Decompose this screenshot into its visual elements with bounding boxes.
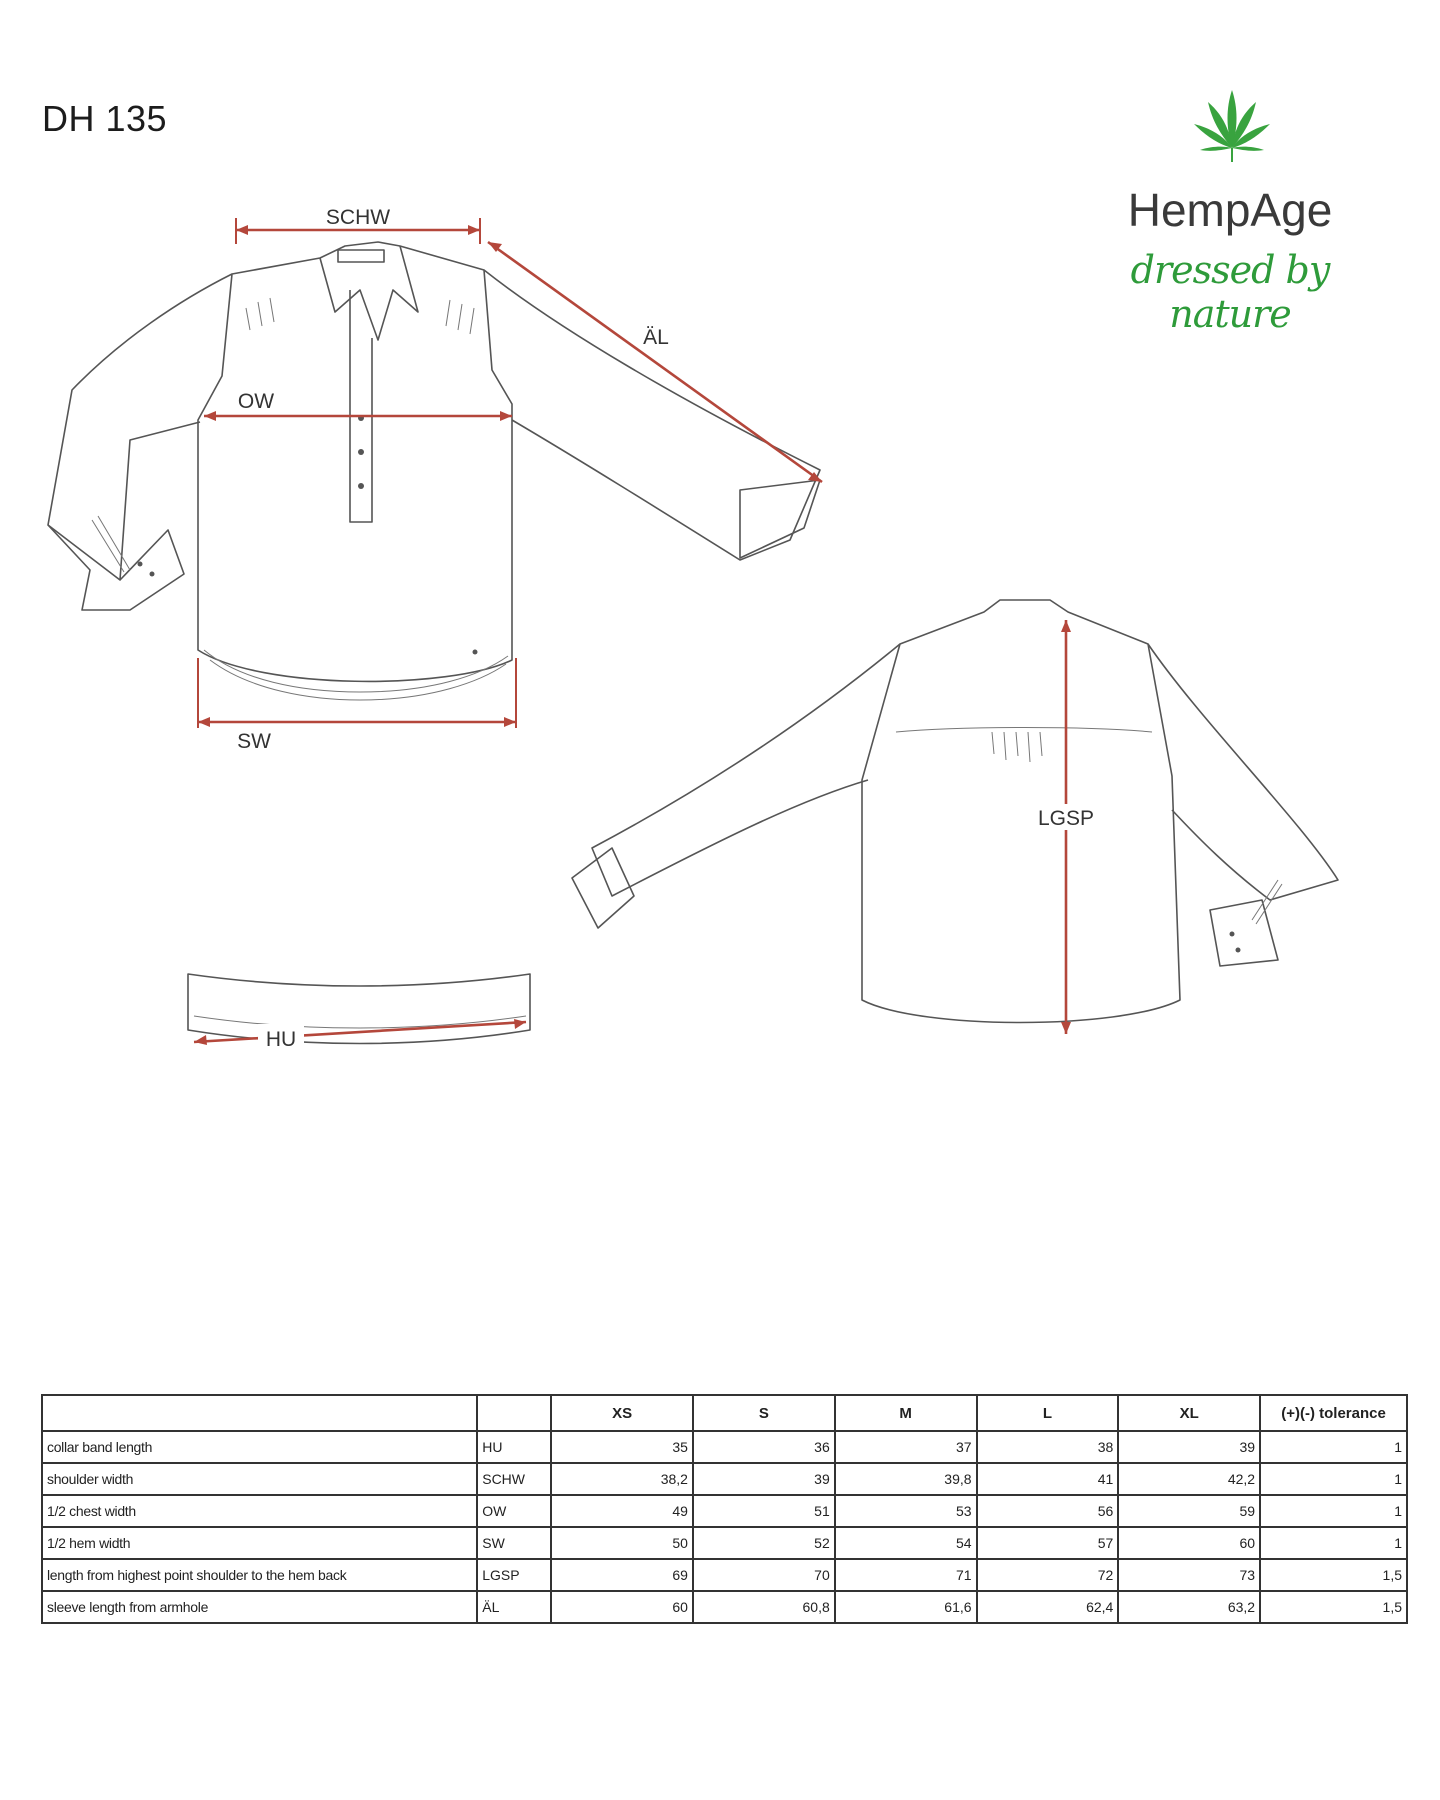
row-label: collar band length bbox=[42, 1431, 477, 1463]
value-cell: 36 bbox=[693, 1431, 835, 1463]
header-tolerance: (+)(-) tolerance bbox=[1260, 1395, 1407, 1431]
table-row bbox=[42, 1591, 1407, 1623]
front-view-shirt bbox=[48, 206, 822, 753]
back-view-shirt bbox=[572, 600, 1338, 1034]
value-cell: 42,2 bbox=[1118, 1463, 1260, 1495]
value-cell: 51 bbox=[693, 1495, 835, 1527]
collar-band-drawing bbox=[188, 974, 530, 1051]
tolerance-cell: 1 bbox=[1260, 1495, 1407, 1527]
header-size-l: L bbox=[977, 1395, 1119, 1431]
value-cell: 39 bbox=[1118, 1431, 1260, 1463]
size-table bbox=[41, 1394, 1408, 1624]
value-cell: 72 bbox=[977, 1559, 1119, 1591]
tolerance-cell: 1,5 bbox=[1260, 1591, 1407, 1623]
row-label: sleeve length from armhole bbox=[42, 1591, 477, 1623]
value-cell: 49 bbox=[551, 1495, 693, 1527]
value-cell: 69 bbox=[551, 1559, 693, 1591]
tolerance-cell: 1 bbox=[1260, 1431, 1407, 1463]
header-size-s: S bbox=[693, 1395, 835, 1431]
value-cell: 60,8 bbox=[693, 1591, 835, 1623]
row-code: HU bbox=[477, 1431, 551, 1463]
row-code: LGSP bbox=[477, 1559, 551, 1591]
value-cell: 73 bbox=[1118, 1559, 1260, 1591]
table-row bbox=[42, 1527, 1407, 1559]
dim-label-ow: OW bbox=[237, 390, 275, 413]
row-label: length from highest point shoulder to the hem back bbox=[42, 1559, 477, 1591]
dim-label-lgsp: LGSP bbox=[1037, 807, 1095, 830]
table-row bbox=[42, 1559, 1407, 1591]
value-cell: 59 bbox=[1118, 1495, 1260, 1527]
value-cell: 57 bbox=[977, 1527, 1119, 1559]
row-label: 1/2 chest width bbox=[42, 1495, 477, 1527]
technical-drawings bbox=[0, 180, 1440, 1100]
header-size-xl: XL bbox=[1118, 1395, 1260, 1431]
value-cell: 61,6 bbox=[835, 1591, 977, 1623]
value-cell: 38 bbox=[977, 1431, 1119, 1463]
value-cell: 35 bbox=[551, 1431, 693, 1463]
value-cell: 60 bbox=[1118, 1527, 1260, 1559]
value-cell: 50 bbox=[551, 1527, 693, 1559]
table-row bbox=[42, 1463, 1407, 1495]
row-label: 1/2 hem width bbox=[42, 1527, 477, 1559]
dim-label-al: ÄL bbox=[643, 326, 669, 349]
header-cell bbox=[42, 1395, 477, 1431]
row-code: SW bbox=[477, 1527, 551, 1559]
value-cell: 52 bbox=[693, 1527, 835, 1559]
value-cell: 54 bbox=[835, 1527, 977, 1559]
value-cell: 41 bbox=[977, 1463, 1119, 1495]
value-cell: 70 bbox=[693, 1559, 835, 1591]
value-cell: 71 bbox=[835, 1559, 977, 1591]
dim-label-schw: SCHW bbox=[325, 206, 391, 229]
value-cell: 63,2 bbox=[1118, 1591, 1260, 1623]
value-cell: 62,4 bbox=[977, 1591, 1119, 1623]
table-row bbox=[42, 1495, 1407, 1527]
row-label: shoulder width bbox=[42, 1463, 477, 1495]
tolerance-cell: 1 bbox=[1260, 1527, 1407, 1559]
value-cell: 39,8 bbox=[835, 1463, 977, 1495]
size-table-header bbox=[42, 1395, 1407, 1431]
row-code: ÄL bbox=[477, 1591, 551, 1623]
dim-label-sw: SW bbox=[237, 730, 271, 753]
row-code: OW bbox=[477, 1495, 551, 1527]
tolerance-cell: 1 bbox=[1260, 1463, 1407, 1495]
value-cell: 60 bbox=[551, 1591, 693, 1623]
table-row bbox=[42, 1431, 1407, 1463]
model-code: DH 135 bbox=[42, 98, 168, 139]
value-cell: 37 bbox=[835, 1431, 977, 1463]
hemp-leaf-icon bbox=[1192, 88, 1272, 163]
header-cell bbox=[477, 1395, 551, 1431]
value-cell: 38,2 bbox=[551, 1463, 693, 1495]
row-code: SCHW bbox=[477, 1463, 551, 1495]
value-cell: 39 bbox=[693, 1463, 835, 1495]
tolerance-cell: 1,5 bbox=[1260, 1559, 1407, 1591]
header-size-m: M bbox=[835, 1395, 977, 1431]
value-cell: 53 bbox=[835, 1495, 977, 1527]
dim-label-hu: HU bbox=[265, 1028, 297, 1051]
header-size-xs: XS bbox=[551, 1395, 693, 1431]
brand-tagline: dressed by nature bbox=[1130, 248, 1330, 336]
brand-name: HempAge bbox=[1127, 184, 1333, 236]
value-cell: 56 bbox=[977, 1495, 1119, 1527]
